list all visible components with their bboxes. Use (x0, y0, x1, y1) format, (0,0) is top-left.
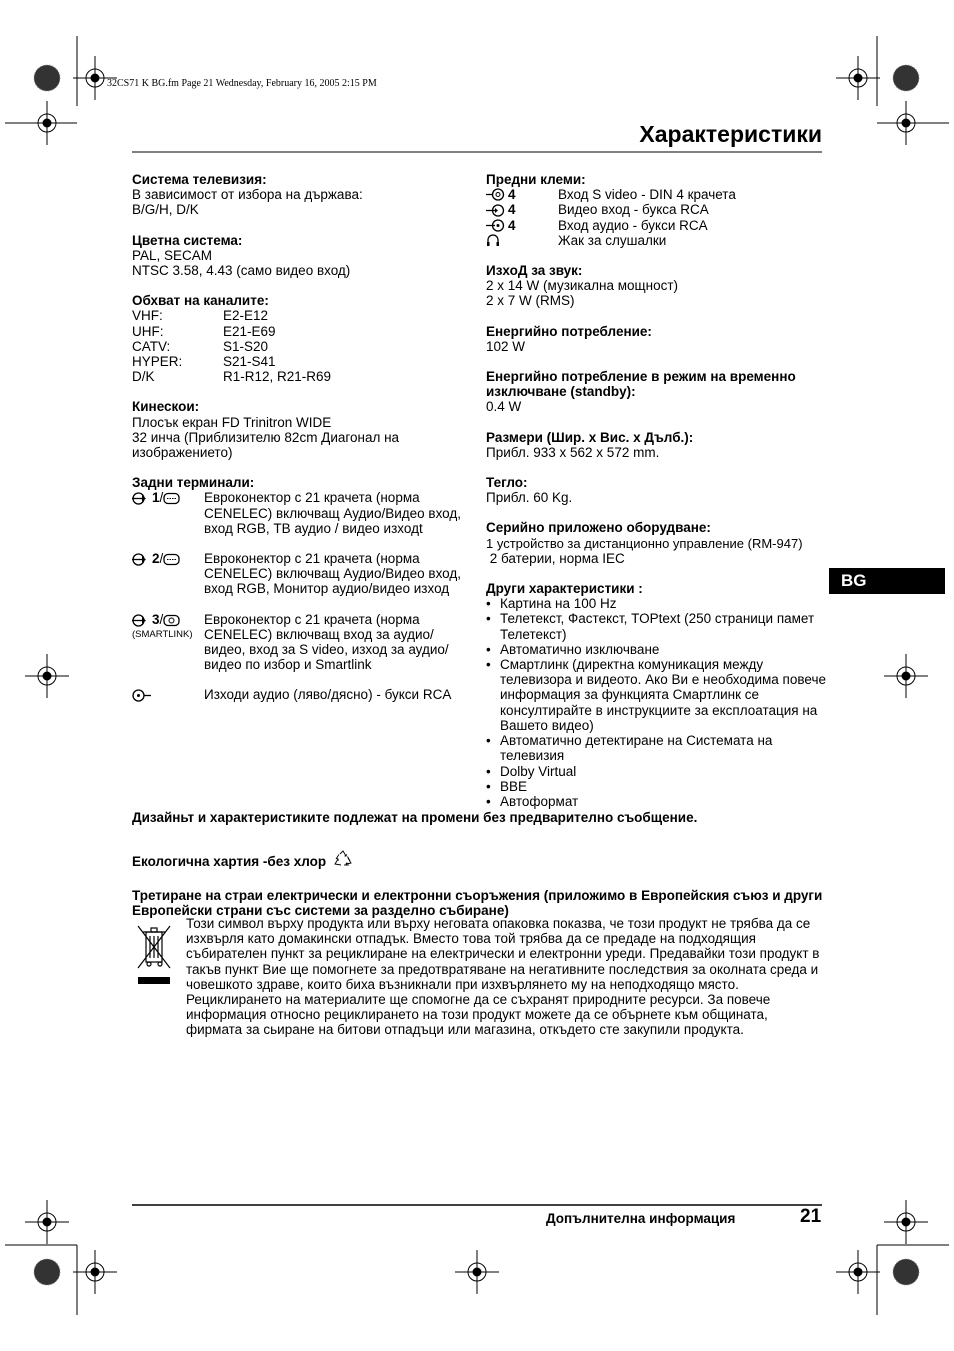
headphones-icon (486, 234, 500, 247)
section-heading: Цветна система: (132, 232, 243, 248)
spec-line: NTSC 3.58, 4.43 (само видео вход) (132, 263, 351, 279)
terminal-number: 4 (508, 202, 516, 218)
front-terminal-row (486, 202, 826, 217)
terminal-description: Евроконектор с 21 крачета (норма CENELEC) включващ Аудио/Видео вход, вход RGB, ТВ аудио / видео изходt (204, 490, 462, 536)
section-heading: Система телевизия: (132, 172, 267, 187)
spec-line: 32 инча (Приблизителю 82cm Диагонал на изображението) (132, 429, 400, 461)
terminal-row (132, 490, 472, 536)
section-heading: Предни клеми: (486, 172, 586, 187)
audio-input-icon (486, 219, 506, 232)
spec-line: 102 W (486, 338, 526, 354)
terminal-description: Евроконектор с 21 крачета (норма CENELEC) включващ Аудио/Видео вход, вход RGB, Монитор аудио/видео изход (204, 551, 462, 597)
channel-row (132, 339, 472, 354)
terminal-description: Евроконектор с 21 крачета (норма CENELEC) включващ вход за аудио/ видео, вход за S video, изход за аудио/ видео по избор и Smartlink (204, 611, 449, 673)
scart-input-icon (132, 614, 152, 627)
weee-heading: Третиране на страи електрически и електронни съоръжения (приложимо в Европейския съюз и други Европейски страни със системи за разделно събиране) (132, 888, 823, 918)
terminal-row (132, 687, 472, 702)
section-heading: Тегло: (486, 475, 528, 491)
front-terminals-section (486, 172, 826, 248)
front-terminal-row (486, 187, 826, 202)
list-item: • Автоформат (486, 794, 826, 809)
file-info-line: 32CS71 K BG.fm Page 21 Wednesday, February 16, 2005 2:15 PM (107, 78, 377, 89)
video-input-icon (486, 204, 506, 217)
power-section (486, 324, 826, 354)
list-item: • Смартлинк (директна комуникация между телевизора и видеото. Ако Ви е необходима повече информация за функцията Смартлинк се консултирайте в инструкциите за експлоатация на Вашето видео) (486, 657, 826, 733)
section-heading: Енергийно потребление: (486, 323, 652, 339)
spec-line: 2 x 14 W (музикална мощност) (486, 278, 679, 294)
section-heading: Кинескои: (132, 399, 200, 415)
list-item: • Dolby Virtual (486, 764, 826, 779)
terminal-row (132, 551, 472, 597)
band-label: UHF: (132, 323, 164, 339)
scart-output-icon (163, 553, 180, 566)
terminal-separator: / (159, 490, 164, 506)
terminal-description: Вход S video - DIN 4 крачета (558, 187, 736, 203)
section-heading: Други характеристики : (486, 581, 643, 597)
page-number: 21 (800, 1206, 822, 1227)
terminal-description: Вход аудио - букси RCA (558, 217, 708, 233)
band-label: CATV: (132, 338, 171, 354)
scart-input-icon (132, 492, 152, 505)
tv-system-section (132, 172, 472, 218)
weight-section (486, 475, 826, 505)
channels-section (132, 293, 472, 384)
terminal-description: Жак за слушалки (558, 232, 667, 248)
spec-line: 2 x 7 W (RMS) (486, 293, 575, 309)
spec-line: Прибл. 60 Kg. (486, 490, 573, 506)
band-label: D/K (132, 369, 155, 385)
band-label: HYPER: (132, 354, 183, 370)
rear-terminals-section (132, 475, 472, 702)
color-system-section (132, 233, 472, 279)
band-range: R1-R12, R21-R69 (223, 369, 332, 385)
list-item: • Телетекст, Фастекст, TOPtext (250 страници памет Телетекст) (486, 611, 826, 641)
front-terminal-row (486, 233, 826, 248)
footer-section-label: Допълнителна информация (546, 1211, 736, 1226)
section-heading: ИзхоД за звук: (486, 263, 583, 279)
channel-row (132, 354, 472, 369)
section-heading: Обхват на каналите: (132, 293, 269, 309)
front-terminal-row (486, 218, 826, 233)
list-item: • Картина на 100 Hz (486, 596, 826, 611)
feature-list (486, 596, 826, 809)
spec-line: Плосък екран FD Trinitron WIDE (132, 414, 332, 430)
spec-line: 2 батерии, норма IEC (486, 550, 625, 566)
standby-section (486, 369, 826, 415)
scart-output-icon (163, 492, 180, 505)
channel-row (132, 369, 472, 384)
band-range: S1-S20 (223, 338, 269, 354)
spec-line: 0.4 W (486, 399, 522, 415)
dimensions-section (486, 430, 826, 460)
channel-row (132, 308, 472, 323)
terminal-subtitle: (SMARTLINK) (132, 628, 193, 640)
section-heading: Серийно приложено оборудване: (486, 520, 711, 536)
section-heading: Задни терминали: (132, 475, 255, 491)
terminal-number: 1 (152, 490, 160, 506)
spec-line: PAL, SECAM (132, 247, 213, 263)
accessories-section (486, 520, 826, 566)
terminal-separator: / (159, 611, 164, 627)
terminal-number: 3 (152, 611, 160, 627)
spec-line: Прибл. 933 x 562 x 572 mm. (486, 444, 660, 460)
sound-output-section (486, 263, 826, 309)
crossed-bin-icon (136, 922, 172, 988)
tube-section (132, 399, 472, 460)
left-column (132, 172, 472, 718)
scart-svideo-icon (163, 614, 180, 627)
spec-line: В зависимост от избора на държава: (132, 187, 363, 203)
spec-line: 1 устройство за дистанционно управление (RM-947) (486, 535, 803, 551)
list-item: • Автоматично детектиране на Системата на телевизия (486, 733, 826, 763)
recycle-icon (333, 850, 353, 868)
band-label: VHF: (132, 308, 163, 324)
spec-line: B/G/H, D/K (132, 202, 199, 218)
terminal-separator: / (159, 551, 164, 567)
list-item: • BBE (486, 779, 826, 794)
section-heading: Размери (Шир. x Вис. x Дълб.): (486, 429, 694, 445)
weee-description: Този символ върху продукта или върху неговата опаковка показва, че този продукт не трябва да се изхвърля като домакински отпадък. Вместо това той трябва да се предаде на подходящия събирателен пункт за рециклиране на електрически и електронни уреди. Предавайки този продукт в такъв пункт Вие ще помогнете за предотвратяване на негативните последствия за околната среда и човешкото здраве, които биха възникнали при изхвърлянето му на неподходящо място. Рециклирането на материалите ще спомогне да се съхранят природните ресурси. За повече информация относно рециклирането на този продукт можете да се обърнете към общината, фирмата за сьиране на битови отпадъци или магазина, откъдето сте закупили продукта. (186, 916, 820, 1038)
band-range: E2-E12 (223, 308, 269, 324)
channel-row (132, 324, 472, 339)
terminal-description: Изходи аудио (ляво/дясно) - букси RCA (204, 687, 452, 703)
terminal-description: Видео вход - букса RCA (558, 202, 709, 218)
terminal-number: 4 (508, 217, 516, 233)
eco-paper-label: Екологична хартия -без хлор (132, 854, 327, 869)
svideo-input-icon (486, 188, 506, 201)
language-tab: BG (829, 568, 945, 594)
page-title: Характеристики (639, 121, 822, 147)
section-heading: Енергийно потребление в режим на временно изключване (standby): (486, 369, 796, 400)
eco-paper-note (132, 850, 822, 869)
scart-input-icon (132, 553, 152, 566)
terminal-number: 2 (152, 551, 160, 567)
right-column (486, 172, 826, 809)
list-item: • Автоматично изключване (486, 642, 826, 657)
terminal-number: 4 (508, 187, 516, 203)
design-notice: Дизайньт и характеристиките подлежат на промени без предварително съобщение. (132, 810, 698, 825)
other-features-section (486, 581, 826, 809)
band-range: S21-S41 (223, 354, 276, 370)
terminal-row (132, 612, 472, 673)
audio-output-icon (132, 689, 152, 702)
band-range: E21-E69 (223, 323, 276, 339)
